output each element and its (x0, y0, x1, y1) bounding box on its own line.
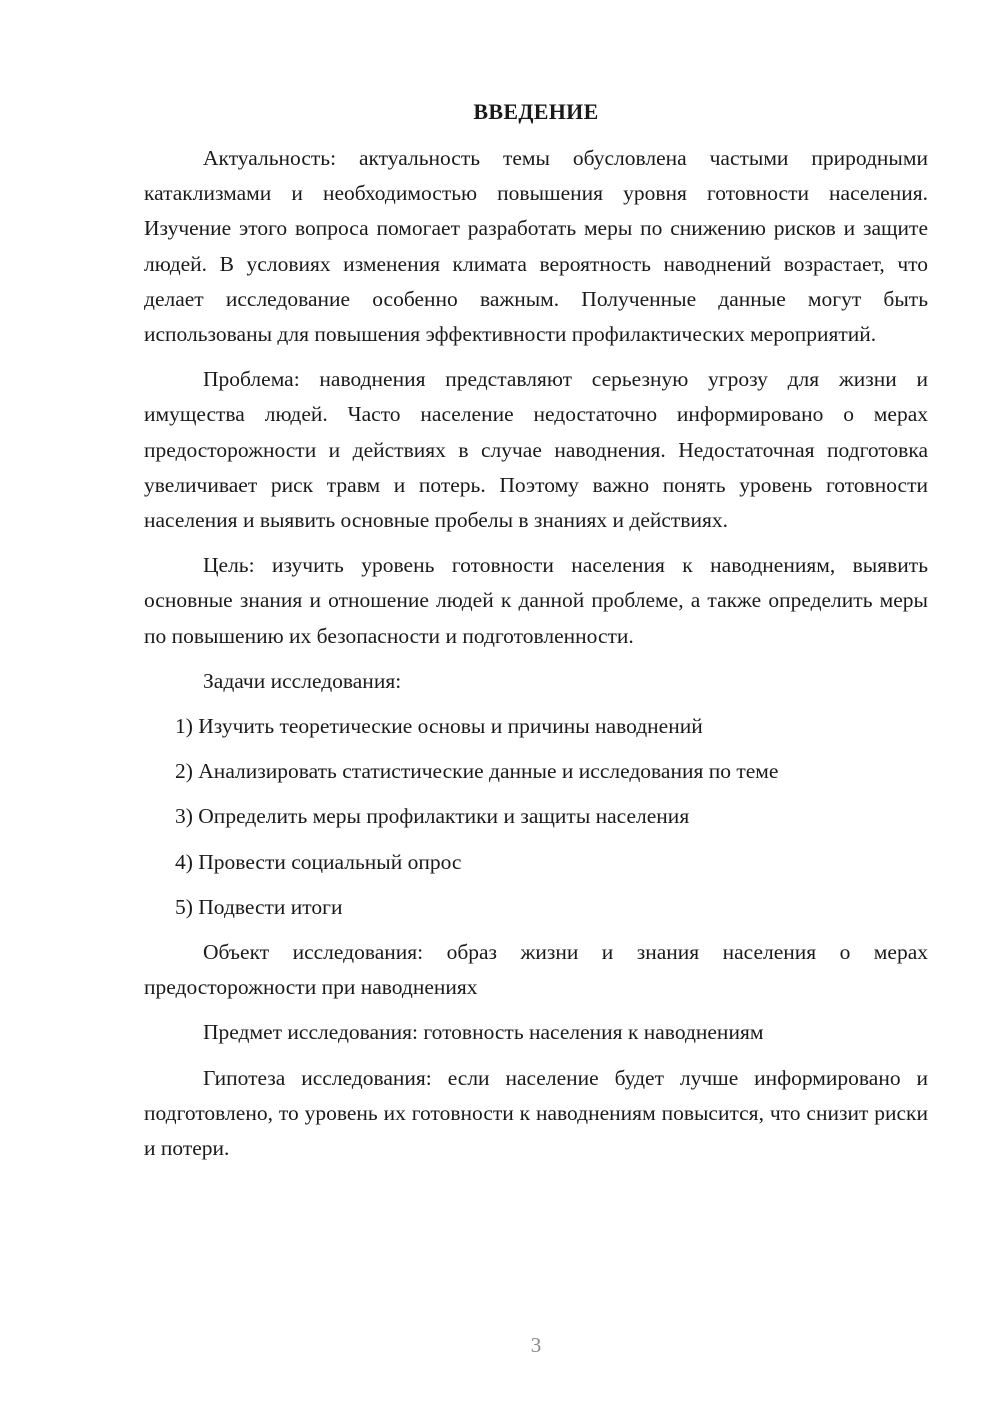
subject-paragraph: Предмет исследования: готовность населения к наводнениям (203, 1020, 764, 1045)
page-number: 3 (530, 1333, 542, 1357)
relevance-paragraph: Актуальность: актуальность темы обусловлена частыми природными катаклизмами и необходимостью повышения уровня готовности населения. Изучение этого вопроса помогает разработать меры по снижению рисков и защите людей. В условиях изменения климата вероятность наводнений возрастает, что делает исследование особенно важным. Полученные данные могут быть использованы для повышения эффективности профилактических мероприятий. (144, 146, 928, 347)
section-title: ВВЕДЕНИЕ (473, 99, 599, 124)
task-item: 3) Определить меры профилактики и защиты населения (175, 804, 690, 829)
problem-paragraph: Проблема: наводнения представляют серьезную угрозу для жизни и имущества людей. Часто население недостаточно информировано о мерах предосторожности и действиях в случае наводнения. Недостаточная подготовка увеличивает риск травм и потерь. Поэтому важно понять уровень готовности населения и выявить основные пробелы в знаниях и действиях. (144, 367, 928, 533)
tasks-heading: Задачи исследования: (203, 668, 402, 693)
task-list (144, 709, 928, 925)
task-item: 5) Подвести итоги (175, 894, 343, 919)
task-item: 4) Провести социальный опрос (175, 849, 462, 874)
task-item: 1) Изучить теоретические основы и причины наводнений (175, 714, 703, 739)
hypothesis-paragraph: Гипотеза исследования: если население будет лучше информировано и подготовлено, то уровень их готовности к наводнениям повысится, что снизит риски и потери. (144, 1065, 928, 1161)
task-item: 2) Анализировать статистические данные и исследования по теме (175, 759, 779, 784)
document-page (144, 94, 928, 1166)
goal-paragraph: Цель: изучить уровень готовности населения к наводнениям, выявить основные знания и отношение людей к данной проблеме, а также определить меры по повышению их безопасности и подготовленности. (144, 553, 928, 648)
object-paragraph: Объект исследования: образ жизни и знания населения о мерах предосторожности при наводнениях (144, 940, 928, 1000)
